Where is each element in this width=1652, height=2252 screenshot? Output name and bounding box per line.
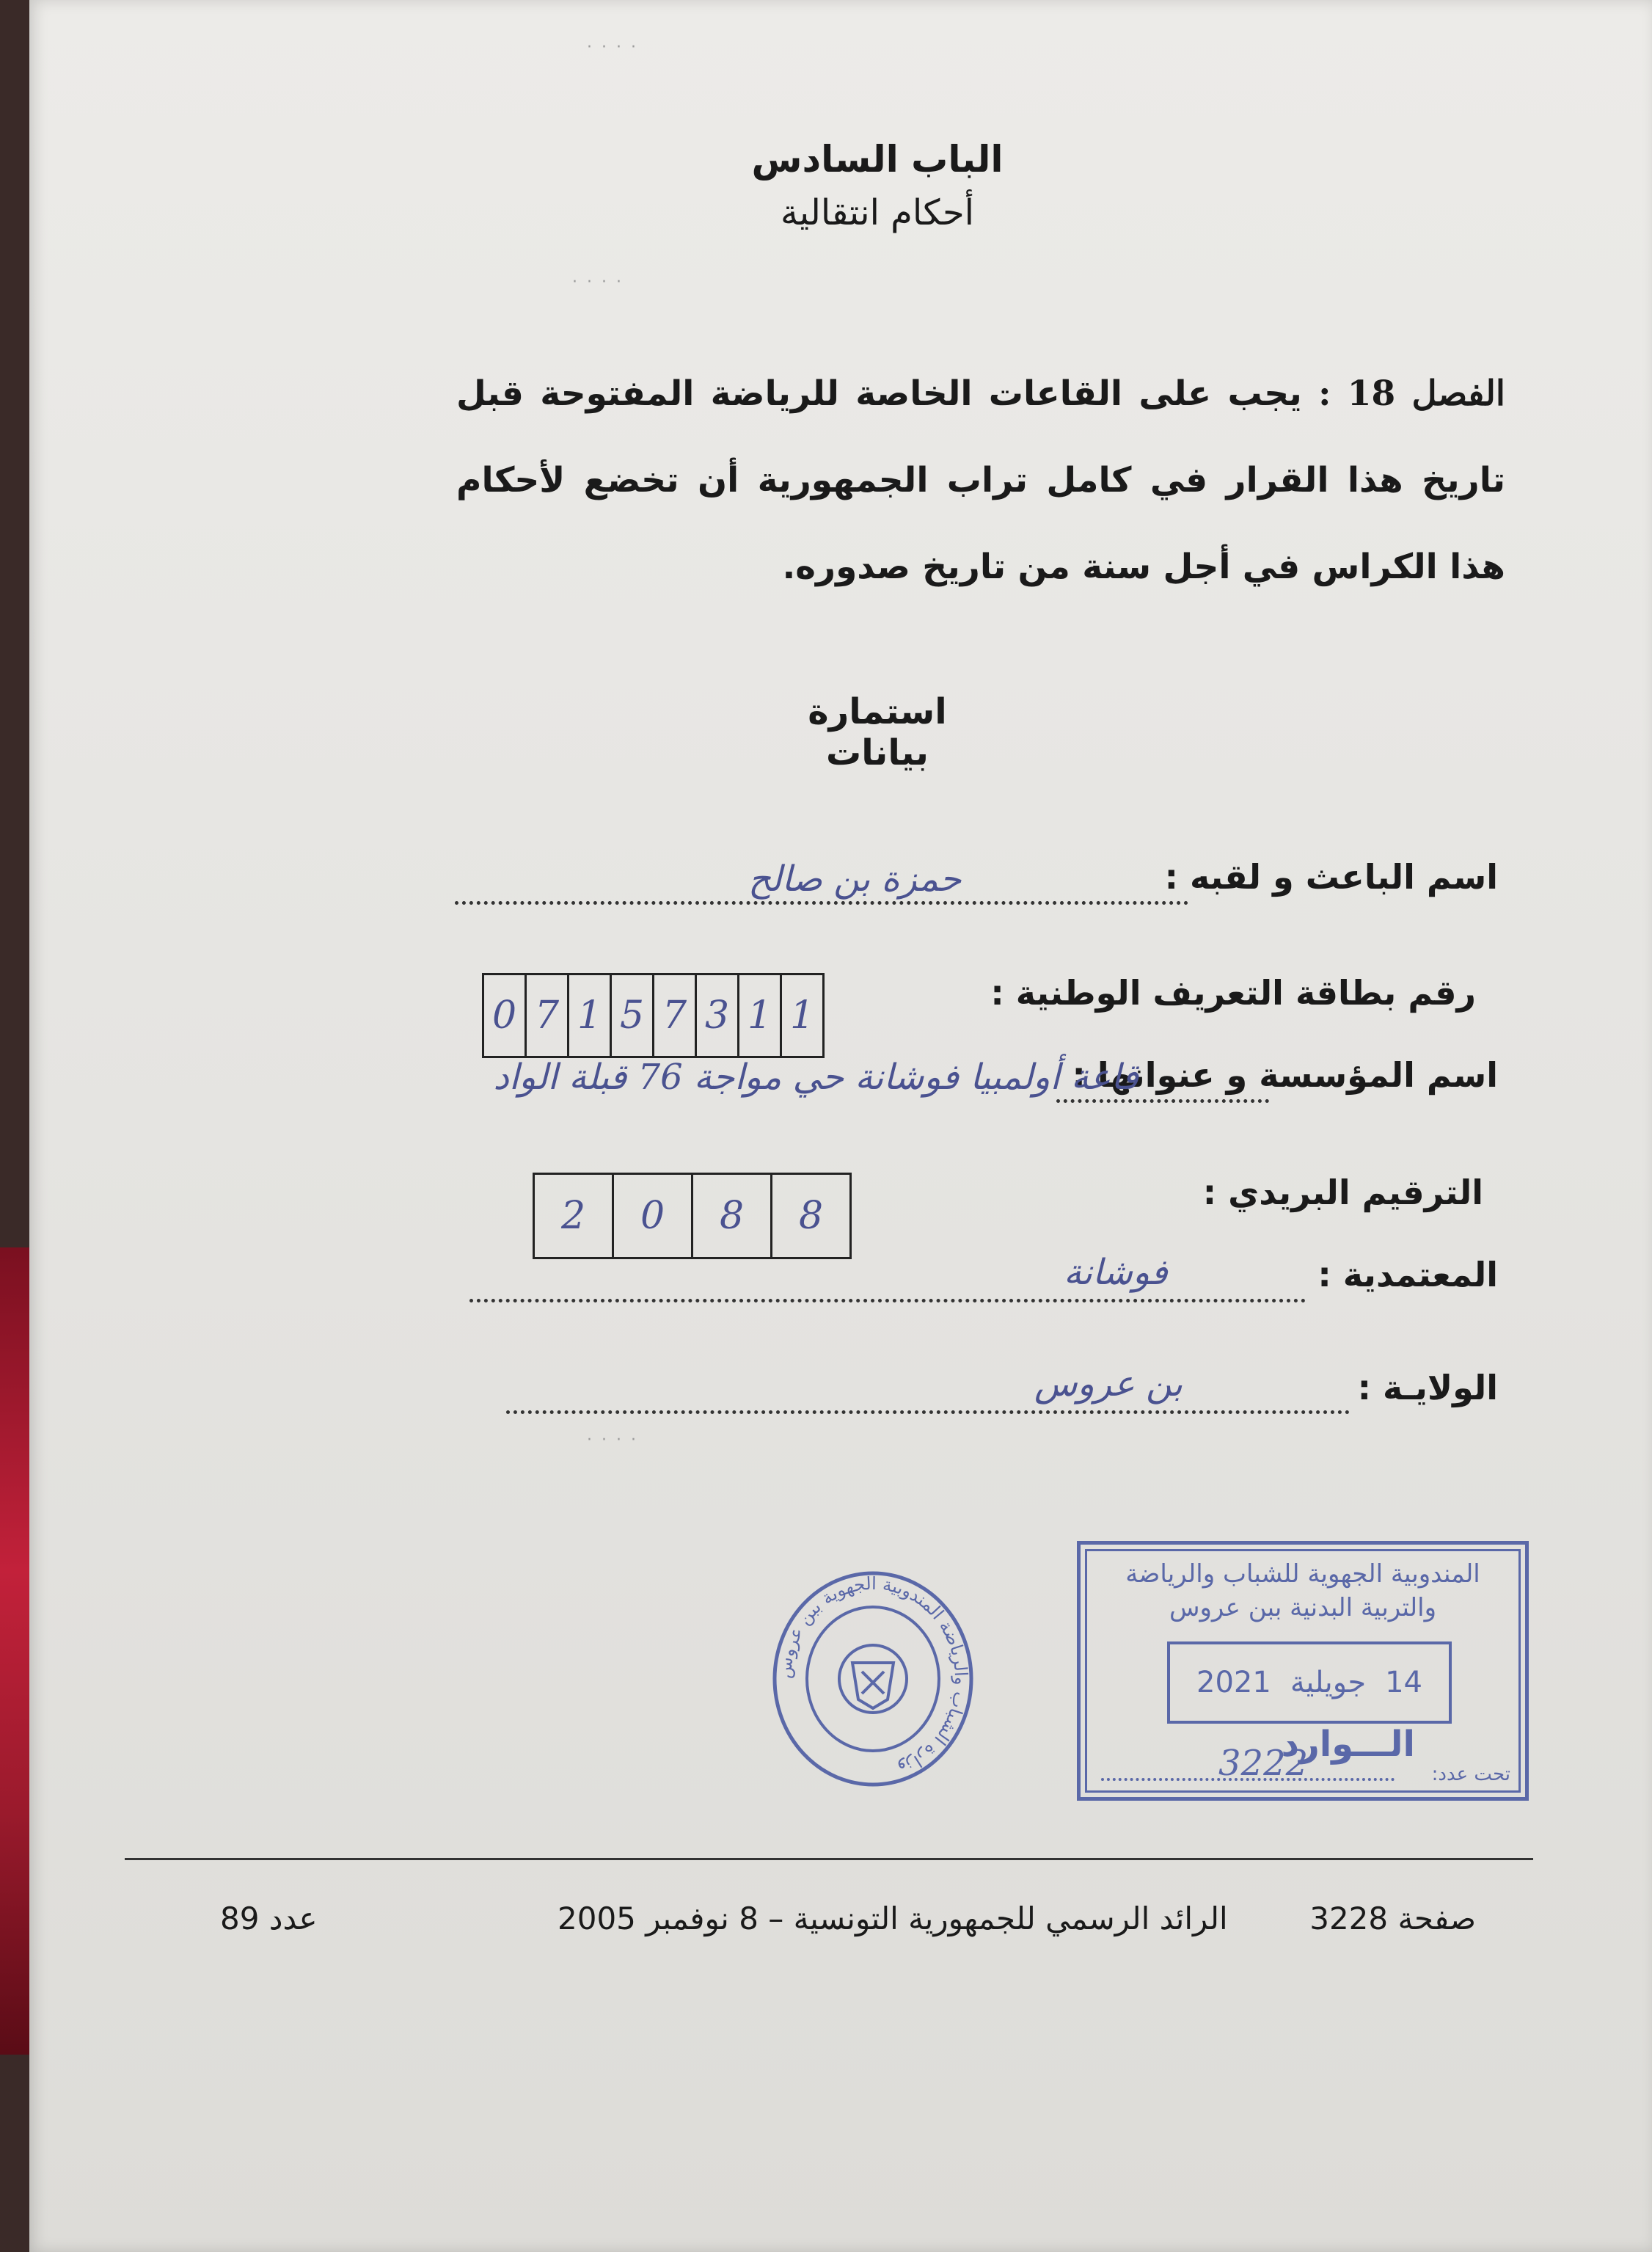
id-digit-box: 0 (491, 994, 517, 1038)
postal-digit-box: 8 (691, 1175, 770, 1257)
ministry-seal (770, 1569, 976, 1789)
footer-publication: الرائد الرسمي للجمهورية التونسية – 8 نوفمبر 2005 (558, 1901, 1228, 1936)
delegation-dotted-line (469, 1299, 1306, 1302)
reception-stamp (1077, 1541, 1529, 1801)
stamp-number-label: تحت عدد: (1431, 1763, 1510, 1785)
print-speck: · · · · (587, 38, 638, 57)
footer-rule (125, 1858, 1533, 1860)
governorate-label: الولايـة : (1357, 1368, 1498, 1407)
chapter-subtitle: أحكام انتقالية (780, 192, 975, 233)
postal-code-label: الترقيم البريدي : (1202, 1173, 1483, 1212)
seal-ring-text: وزارة الشباب والرياضة المندوبية الجهوية ببن عروس (774, 1573, 972, 1780)
id-digit-box: 1 (737, 975, 780, 1056)
article-text: يجب على القاعات الخاصة للرياضة المفتوحة قبل تاريخ هذا القرار في كامل تراب الجمهورية أن تخضع لأحكام هذا الكراس في أجل سنة من تاريخ صدوره. (456, 373, 1505, 587)
id-digit-box: 7 (525, 975, 567, 1056)
stamp-day: 14 (1385, 1666, 1422, 1699)
footer-issue: عدد 89 (220, 1901, 318, 1936)
id-digit-box: 1 (780, 975, 822, 1056)
stamp-year: 2021 (1196, 1666, 1271, 1699)
article-paragraph (456, 351, 1505, 611)
id-digit-box: 1 (567, 975, 610, 1056)
svg-text:وزارة الشباب والرياضة المندوبي (774, 1573, 971, 1779)
stamp-month: جويلية (1290, 1666, 1367, 1699)
researcher-label: اسم الباعث و لقبه : (1164, 857, 1498, 897)
national-id-label: رقم بطاقة التعريف الوطنية : (990, 973, 1476, 1013)
postal-digit-box: 0 (612, 1175, 691, 1257)
stamp-date-box (1167, 1641, 1452, 1724)
institution-handwritten-value: قاعة أولمبيا فوشانة حي مواجة 76 قبلة الواد (493, 1057, 1139, 1098)
article-number: الفصل 18 : (1318, 373, 1505, 414)
national-id-boxes (482, 973, 825, 1058)
governorate-dotted-line (506, 1410, 1350, 1414)
form-title: استمارة بيانات (808, 691, 947, 773)
id-digit-box: 3 (695, 975, 737, 1056)
postal-digit-box: 8 (770, 1175, 849, 1257)
id-digit-box: 7 (652, 975, 695, 1056)
id-digit-box: 5 (610, 975, 652, 1056)
governorate-handwritten-value: بن عروس (1034, 1363, 1183, 1404)
institution-dotted-line (1056, 1099, 1269, 1103)
print-speck: · · · · (572, 273, 624, 291)
researcher-handwritten-value: حمزة بن صالح (748, 859, 962, 900)
stamp-number-value: 3222 (1218, 1743, 1309, 1784)
chapter-title: الباب السادس (751, 138, 1004, 181)
print-speck: · · · · (587, 1431, 638, 1449)
delegation-handwritten-value: فوشانة (1064, 1252, 1168, 1293)
stamp-received-label: الـــوارد (1281, 1724, 1415, 1765)
delegation-label: المعتمدية : (1317, 1255, 1498, 1294)
researcher-dotted-line (455, 901, 1188, 905)
stamp-line-1: المندوبية الجهوية للشباب والرياضة (1125, 1559, 1480, 1589)
postal-digit-box: 2 (560, 1194, 586, 1238)
footer-page: صفحة 3228 (1309, 1901, 1476, 1936)
stamp-line-2: والتربية البدنية ببن عروس (1169, 1593, 1437, 1622)
postal-code-boxes (533, 1173, 852, 1259)
document-page (29, 0, 1652, 2252)
institution-label: اسم المؤسسة و عنوانها : (1072, 1055, 1498, 1095)
